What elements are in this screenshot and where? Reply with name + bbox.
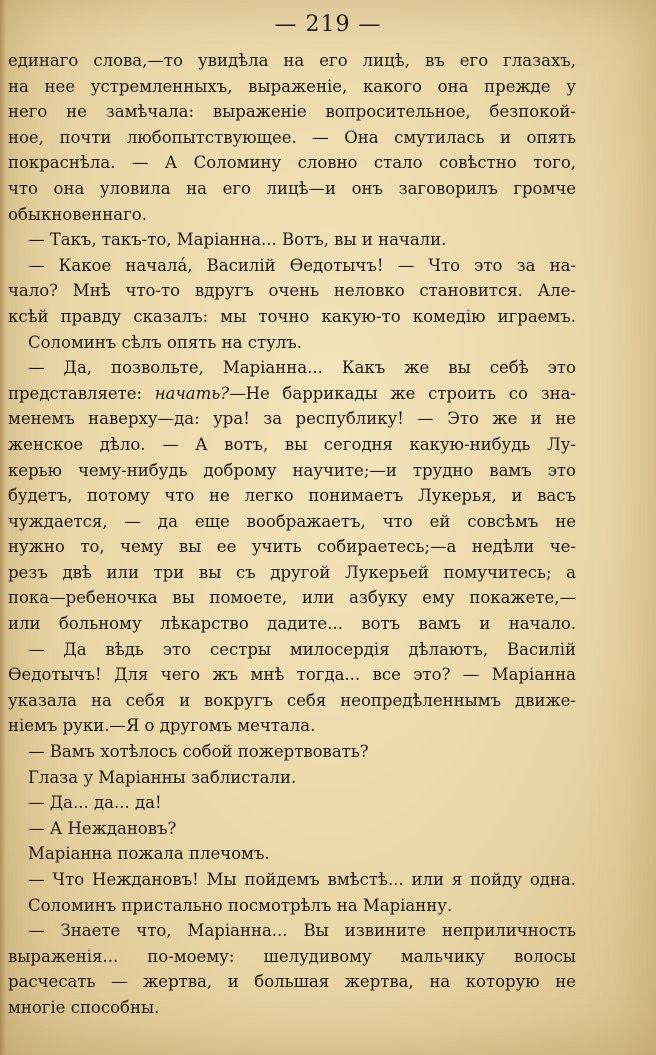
line-text: Маріанна пожала плечомъ. bbox=[28, 844, 270, 864]
text-line bbox=[8, 944, 576, 970]
line-text: резъ двѣ или три вы съ другой Лукерьей помучитесь; а bbox=[8, 562, 576, 582]
line-text: — Да... да... да! bbox=[28, 793, 162, 813]
line-text: — Что Неждановъ! Мы пойдемъ вмѣстѣ... или я пойду одна. bbox=[28, 870, 576, 889]
line-text: расчесать — жертва, и большая жертва, на которую не bbox=[8, 972, 576, 992]
text-line bbox=[8, 330, 576, 356]
line-text: Глаза у Маріанны заблистали. bbox=[28, 767, 297, 787]
text-line bbox=[8, 202, 576, 228]
line-text: или больному лѣкарство дадите... вотъ вамъ и начало. bbox=[8, 614, 576, 634]
text-line bbox=[8, 918, 576, 944]
line-text: чуждается, — да еще воображаетъ, что ей совсѣмъ не bbox=[8, 511, 576, 531]
text-line bbox=[8, 381, 576, 407]
line-text: Ѳедотычъ! Для чего жъ мнѣ тогда... все это? — Маріанна bbox=[8, 665, 576, 685]
text-line bbox=[8, 662, 576, 688]
text-line bbox=[8, 355, 576, 381]
line-text: — Знаете что, Маріанна... Вы извините неприличность bbox=[28, 921, 576, 941]
text-line bbox=[8, 995, 576, 1021]
text-line bbox=[8, 253, 576, 279]
text-line bbox=[8, 406, 576, 432]
text-line bbox=[8, 150, 576, 176]
text-line bbox=[8, 841, 576, 867]
line-text: единаго слова,—то увидѣла на его лицѣ, въ его глазахъ, bbox=[8, 51, 576, 70]
line-text: будетъ, потому что не легко понимаетъ Лукерья, и васъ bbox=[8, 486, 576, 506]
text-line bbox=[8, 688, 576, 714]
line-text-after: —Не баррикады же строить со зна- bbox=[229, 383, 576, 403]
text-line bbox=[8, 99, 576, 125]
line-text: ное, почти любопытствующее. — Она смутилась и опять bbox=[8, 127, 576, 147]
text-line bbox=[8, 611, 576, 637]
text-line bbox=[8, 74, 576, 100]
text-line bbox=[8, 483, 576, 509]
text-line bbox=[8, 713, 576, 739]
line-text: выраженія... по-моему: шелудивому мальчику волосы bbox=[8, 946, 576, 966]
line-text: пока—ребеночка вы помоете, или азбуку ему покажете,— bbox=[8, 588, 576, 608]
text-line bbox=[8, 125, 576, 151]
text-line bbox=[8, 867, 576, 893]
line-text: что она уловила на его лицѣ—и онъ заговорилъ громче bbox=[8, 178, 576, 198]
text-line bbox=[8, 765, 576, 791]
text-line bbox=[8, 790, 576, 816]
line-text: чало? Мнѣ что-то вдругъ очень неловко становится. Але- bbox=[8, 281, 576, 301]
text-line bbox=[8, 227, 576, 253]
line-text: — Вамъ хотѣлось собой пожертвовать? bbox=[28, 742, 369, 762]
page-gutter-shadow bbox=[0, 0, 6, 1055]
text-line bbox=[8, 534, 576, 560]
line-text: представляете: bbox=[8, 383, 155, 403]
line-text: — Такъ, такъ-то, Маріанна... Вотъ, вы и начали. bbox=[28, 230, 447, 250]
line-text: женское дѣло. — А вотъ, вы сегодня какую-нибудь Лу- bbox=[8, 434, 576, 454]
line-text: него не замѣчала: выраженіе вопросительное, безпокой- bbox=[8, 102, 576, 122]
line-text: — Да, позвольте, Маріанна... Какъ же вы себѣ это bbox=[28, 358, 576, 378]
line-text: керью чему-нибудь доброму научите;—и трудно вамъ это bbox=[8, 460, 576, 480]
text-line bbox=[8, 509, 576, 535]
text-line bbox=[8, 48, 576, 74]
body-text bbox=[8, 48, 576, 1021]
text-line bbox=[8, 969, 576, 995]
text-line bbox=[8, 458, 576, 484]
line-text: Соломинъ пристально посмотрѣлъ на Маріанну. bbox=[28, 895, 453, 915]
text-line bbox=[8, 637, 576, 663]
text-line bbox=[8, 739, 576, 765]
line-text: указала на себя и вокругъ себя неопредѣленнымъ движе- bbox=[8, 690, 576, 710]
line-text: нужно то, чему вы ее учить собираетесь;—а недѣли че- bbox=[8, 537, 576, 557]
text-line bbox=[8, 304, 576, 330]
line-text: — А Неждановъ? bbox=[28, 818, 177, 838]
text-line bbox=[8, 893, 576, 919]
line-text: — Какое началá, Василій Ѳедотычъ! — Что это за на- bbox=[28, 255, 576, 275]
text-line bbox=[8, 176, 576, 202]
line-text: на нее устремленныхъ, выраженіе, какого она прежде у bbox=[8, 76, 576, 96]
line-italic: начать? bbox=[154, 383, 230, 403]
line-text: обыкновеннаго. bbox=[8, 204, 147, 224]
text-line bbox=[8, 278, 576, 304]
line-text: многіе способны. bbox=[8, 997, 160, 1017]
text-line bbox=[8, 816, 576, 842]
line-text: — Да вѣдь это сестры милосердія дѣлаютъ, Василій bbox=[28, 639, 576, 659]
text-line bbox=[8, 432, 576, 458]
line-text: Соломинъ сѣлъ опять на стулъ. bbox=[28, 332, 303, 352]
text-line bbox=[8, 560, 576, 586]
line-text: менемъ наверху—да: ура! за республику! — Это же и не bbox=[8, 409, 576, 429]
text-line bbox=[8, 585, 576, 611]
line-text: ніемъ руки.—Я о другомъ мечтала. bbox=[8, 716, 316, 736]
line-text: покраснѣла. — А Соломину словно стало совѣстно того, bbox=[8, 153, 576, 173]
line-text: ксѣй правду сказалъ: мы точно какую-то комедію играемъ. bbox=[8, 306, 576, 326]
page-number: — 219 — bbox=[274, 12, 382, 37]
